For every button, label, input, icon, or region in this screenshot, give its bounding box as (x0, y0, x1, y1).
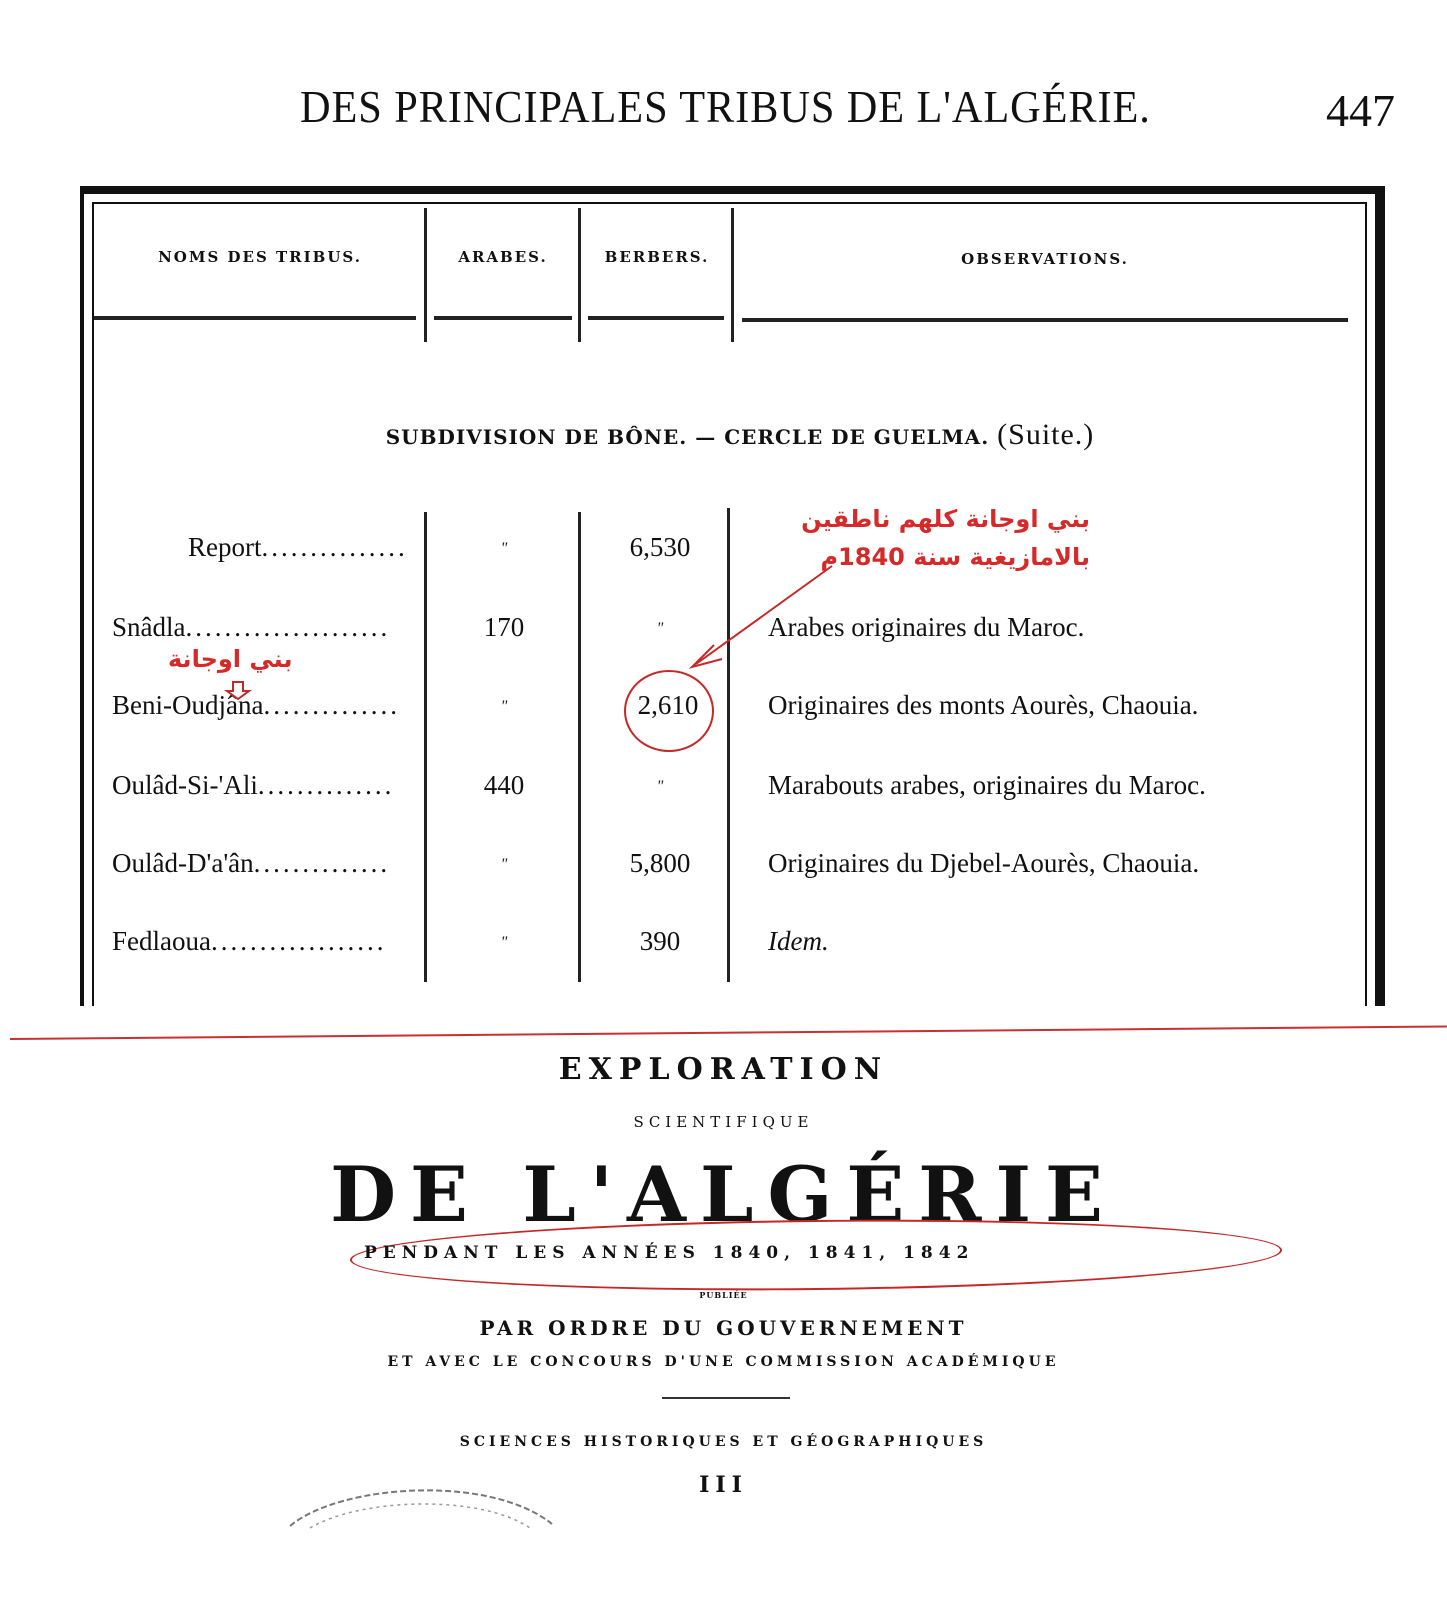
tribe-name: Fedlaoua (112, 926, 211, 956)
down-arrow-icon (227, 682, 249, 699)
annotation-line-1: بني اوجانة كلهم ناطقين (801, 505, 1090, 533)
title-line-gouvernement: PAR ORDRE DU GOUVERNEMENT (479, 1316, 968, 1340)
seal-stamp (280, 1474, 570, 1534)
page-number: 447 (1326, 85, 1395, 136)
pointer-arrow-icon (692, 566, 832, 667)
arabes-value: " (500, 856, 508, 873)
title-line-sciences: SCIENCES HISTORIQUES ET GÉOGRAPHIQUES (459, 1434, 988, 1450)
leader-dots: .............. (263, 690, 400, 720)
leader-dots: .............. (257, 770, 395, 800)
column-header-names: NOMS DES TRIBUS. (158, 248, 362, 266)
berbers-value: 2,610 (637, 690, 699, 720)
tribe-name: Oulâd-Si-'Ali (112, 770, 258, 800)
title-line-years: PENDANT LES ANNÉES 1840, 1841, 1842 (364, 1243, 975, 1263)
tribe-name: Oulâd-D'a'ân (112, 848, 254, 878)
observation: Idem. (768, 926, 829, 956)
leader-dots: .............. (253, 848, 391, 878)
section-suffix: (Suite.) (997, 418, 1095, 451)
title-line-commission: ET AVEC LE CONCOURS D'UNE COMMISSION ACADÉMIQUE (387, 1354, 1060, 1370)
observation: Originaires des monts Aourès, Chaouia. (768, 690, 1199, 720)
arabes-value: " (500, 540, 508, 557)
title-line-scientifique: SCIENTIFIQUE (633, 1113, 814, 1131)
column-header-berbers: BERBERS. (604, 248, 710, 266)
berbers-value: 5,800 (629, 848, 691, 878)
leader-dots: .................. (210, 926, 387, 956)
tribe-name: Report (188, 532, 262, 562)
berbers-value: 6,530 (629, 532, 691, 562)
leader-dots: ..................... (185, 612, 391, 642)
observation: Arabes originaires du Maroc. (768, 612, 1085, 642)
berbers-value: " (656, 778, 664, 795)
title-line-exploration: EXPLORATION (558, 1052, 889, 1087)
title-line-publiee: PUBLIÉE (699, 1290, 748, 1300)
column-header-observations: OBSERVATIONS. (961, 250, 1129, 268)
leader-dots: ............... (261, 532, 408, 562)
title-rule (662, 1397, 790, 1399)
arabes-value: 170 (483, 612, 525, 642)
berbers-value: 390 (639, 926, 681, 956)
column-header-arabes: ARABES. (458, 248, 548, 266)
observation: Marabouts arabes, originaires du Maroc. (768, 770, 1206, 800)
tribe-name: Beni-Oudjâna (112, 690, 264, 720)
arabes-value: 440 (483, 770, 525, 800)
observation: Originaires du Djebel-Aourès, Chaouia. (768, 848, 1200, 878)
title-line-algerie: DE L'ALGÉRIE (330, 1150, 1117, 1239)
running-title: DES PRINCIPALES TRIBUS DE L'ALGÉRIE. (300, 81, 1151, 132)
annotation-row-label: بني اوجانة (168, 645, 293, 673)
berbers-value: " (656, 620, 664, 637)
annotation-line-2: بالامازيغية سنة 1840م (820, 543, 1090, 571)
section-title-text: SUBDIVISION DE BÔNE. — CERCLE DE GUELMA. (385, 425, 990, 449)
arabes-value: " (500, 934, 508, 951)
volume-number: III (699, 1472, 748, 1498)
tribe-name: Snâdla (112, 612, 186, 642)
arabes-value: " (500, 698, 508, 715)
